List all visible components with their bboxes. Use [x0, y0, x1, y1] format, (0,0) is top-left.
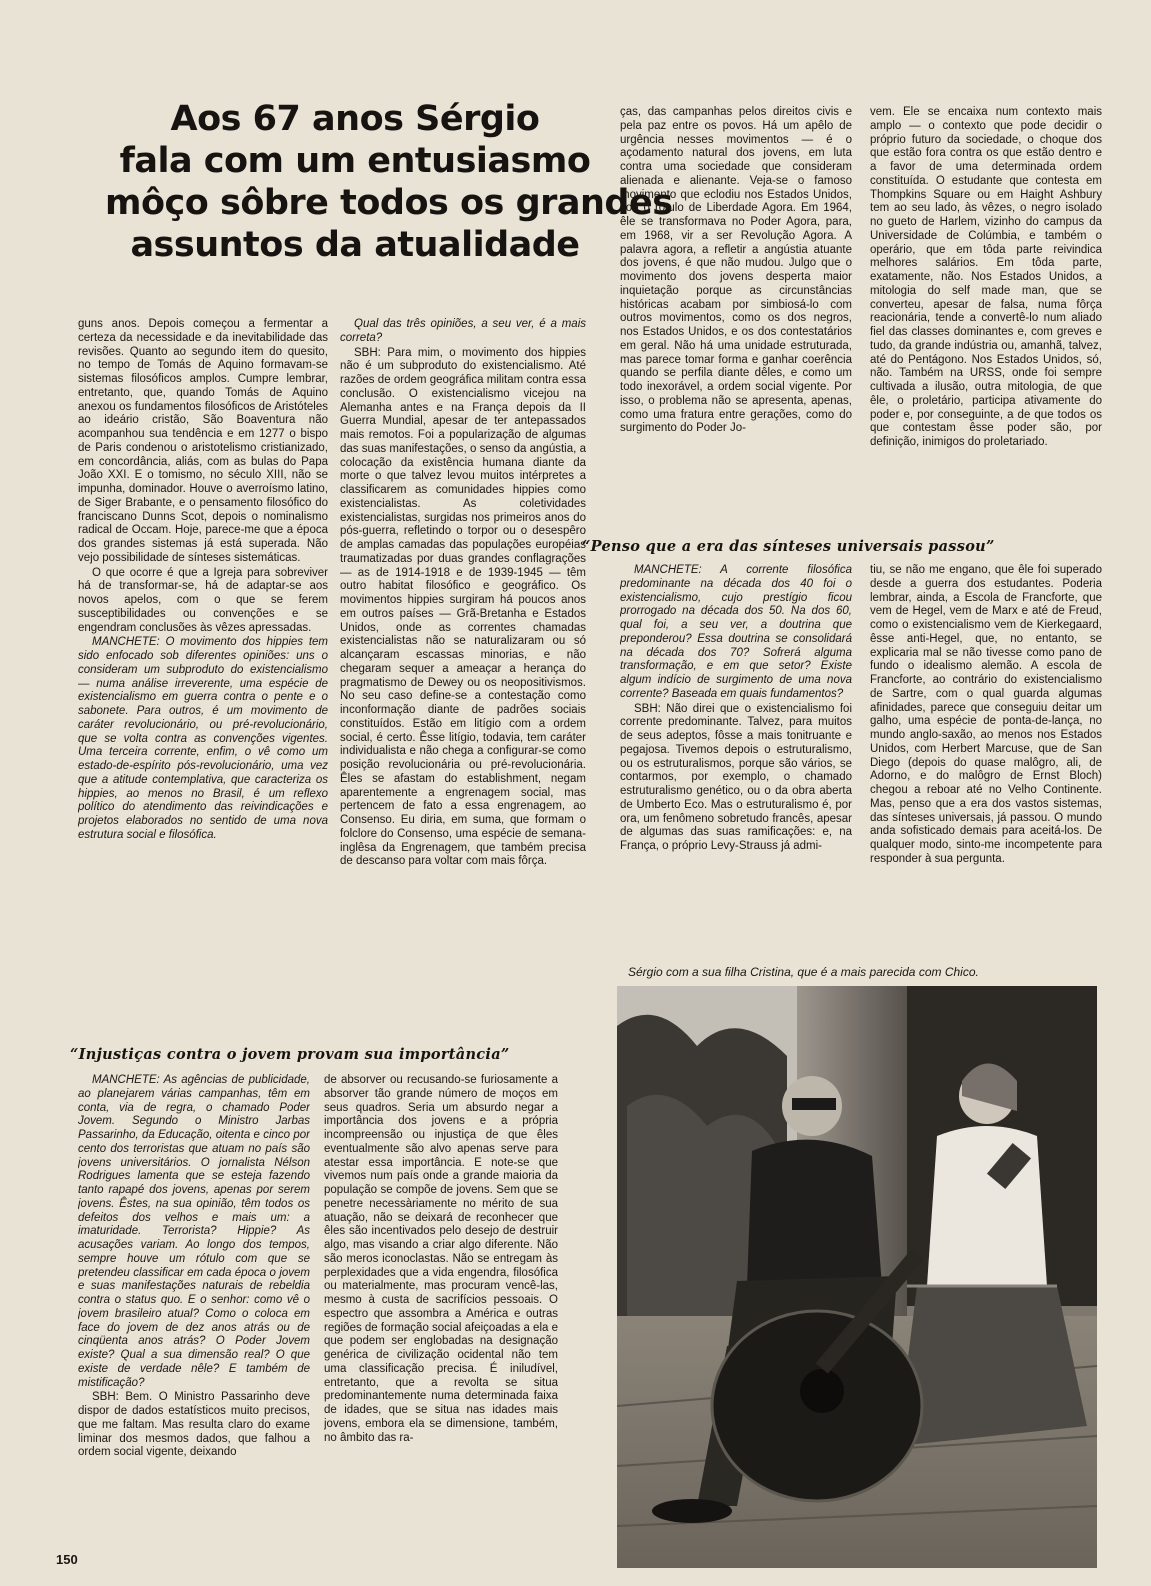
title-line: Aos 67 anos Sérgio [170, 99, 540, 139]
paragraph: MANCHETE: As agências de publicidade, ao planejarem várias campanhas, têm em conta, via de regra, o chamado Poder Jovem. Segundo o Ministro Jarbas Passarinho, da Educação, oitenta e cinco por cento dos terroristas que atuam no país são jovens universitários. O jornalista Nélson Rodrigues lamenta que se esteja fazendo tanto rapapé dos jovens, apenas por serem jovens. Êstes, na sua opinião, têm todos os defeitos dos velhos e mais um: a imaturidade. Terrorista? Hippie? As acusações variam. Ao longo dos tempos, sempre houve um rótulo com que se pretendeu classificar em cada época o jovem e suas manifestações naturais de rebeldia contra o status quo. E o senhor: como vê o jovem brasileiro atual? Como o coloca em face do jovem de dez anos atrás ou de cinqüenta anos atrás? O Poder Jovem existe? Qual a sua dimensão real? O que existe de verdade nêle? E também de mistificação? [78, 1074, 310, 1389]
text-column-4 [870, 106, 1102, 518]
paragraph: SBH: Bem. O Ministro Passarinho deve dispor de dados estatísticos muito precisos, que me faltam. Mas resulta claro do exame liminar dos mesmos dados, que falhou a ordem social vigente, deixando [78, 1391, 310, 1459]
text-column-3 [620, 106, 852, 518]
paragraph: MANCHETE: O movimento dos hippies tem sido enfocado sob diferentes opiniões: uns o consideram um subproduto do existencialismo — numa análise irreverente, uma espécie de existencialismo em guerra contra o pente e o sabonete. Para outros, é um movimento de caráter revolucionário, ou pré-revolucionário, que se volta contra as convenções vigentes. Uma terceira corrente, enfim, o vê como um estado-de-espírito pós-revolucionário, uma vez que a atitude contemplativa, que caracteriza os hippies, ao menos no Brasil, é um reflexo político do atendimento das reivindicações e projetos elaborados no sentido de uma nova estrutura social e filosófica. [78, 636, 328, 841]
paragraph: tiu, se não me engano, que êle foi superado desde a guerra dos estudantes. Poderia lembrar, ainda, a Escola de Francforte, que vem de Hegel, vem de Marx e até de Freud, como o existencialismo vem de Kierkegaard, êsse anti-Hegel, que, no entanto, se explicaria mal se não tivesse como pano de fundo o idealismo alemão. A escola de Francforte, ao contrário do existencialismo de Sartre, com o qual guarda algumas afinidades, parece que conseguiu deitar um galho, uma espécie de ponta-de-lança, no mundo anglo-saxão, ao menos nos Estados Unidos, com Herbert Marcuse, que de San Diego (depois do quase malôgro, ali, de Adorno, e do malôgro de Ernst Bloch) chegou a reboar até no Velho Continente. Mas, penso que a era dos vastos sistemas, das sínteses universais, já passou. O mundo anda sofisticado demais para aceitá-los. De qualquer modo, sinto-me incompetente para responder à sua pergunta. [870, 564, 1102, 865]
paragraph: Qual das três opiniões, a seu ver, é a mais correta? [340, 318, 586, 344]
paragraph: MANCHETE: A corrente filosófica predominante na década dos 40 foi o existencialismo, cujo prestígio ficou prorrogado na década dos 50. Na dos 60, qual foi, a seu ver, a doutrina que preponderou? Essa doutrina se consolidará na década dos 70? Sofrerá alguma transformação, e em que setor? Existe algum indício de surgimento de uma nova corrente? Baseada em quais fundamentos? [620, 564, 852, 700]
subheading-injusticas: “Injustiças contra o jovem provam sua importância” [70, 1046, 510, 1063]
paragraph: de absorver ou recusando-se furiosamente a absorver tão grande número de moços em seus quadros. Seria um absurdo negar a importância dos jovens e a própria incompreensão ou injustiça de que êles eventualmente são alvo apenas serve para atestar essa importância. E note-se que vivemos num país onde a grande maioria da população se compõe de jovens. Sem que se penetre necessàriamente no mérito de sua atuação, não se deixará de reconhecer que êles são incentivados pelo desejo de destruir algo, mas visando a criar algo diferente. Não são meros iconoclastas. Não se entregam às perplexidades que a vida engendra, filosófica ou materialmente, mas procuram vencê-las, mesmo à custa de sacrifícios pessoais. O espectro que assombra a América e outras regiões de formação social afeiçoadas a ela e que podem ser englobadas na designação genérica de civilização ocidental não tem uma classificação precisa. É iniludível, entretanto, que a revolta se situa predominantemente numa determinada faixa de idades, que se situa nas idades mais jovens, embora ela se dimensione, também, no âmbito das ra- [324, 1074, 558, 1444]
paragraph: ças, das campanhas pelos direitos civis e pela paz entre os povos. Há um apêlo de urgência nesses movimentos — é o açodamento natural dos jovens, em luta contra uma sociedade que consideram alienada e alienante. Veja-se o famoso movimento que eclodiu nos Estados Unidos, sob o rótulo de Liberdade Agora. Em 1964, êle se transformava no Poder Agora, para, em 1968, vir a ser Revolução Agora. A palavra agora, a refletir a angústia atuante dos jovens, é que não mudou. Julgo que o movimento dos jovens desperta maior inquietação porque as circunstâncias históricas acabam por simbiosá-lo com outros movimentos, como os dos negros, nos Estados Unidos, e os dos contestatários em geral. Não há uma unidade estruturada, mas parece tomar forma e ganhar coerência quando se perfila diante dêles, e como um todo inexorável, a ordem social vigente. Por isso, o problema não se apresenta, apenas, como uma fratura entre gerações, como do surgimento do Poder Jo- [620, 106, 852, 435]
paragraph: vem. Êle se encaixa num contexto mais amplo — o contexto que pode decidir o próprio futuro da sociedade, o choque dos que estão fora contra os que estão dentro e a favor de uma determinada ordem constituída. O estudante que contesta em Thompkins Square ou em Haight Ashbury tem ao seu lado, às vêzes, o negro isolado no gueto de Harlem, vizinho do campus da Universidade de Colúmbia, e também o operário, que em tôda parte reivindica melhores salários. Em tôda parte, exatamente, não. Nos Estados Unidos, a mitologia do self made man, que se converteu, apesar de falsa, numa fôrça reacionária, tende a convertê-lo num aliado fiel das classes dominantes e, com greves e tudo, da grande indústria ou, amanhã, talvez, até do Pentágono. Nos Estados Unidos, só, não. Também na URSS, onde foi sempre cultivada a ilusão, outra mitologia, de que êle, o proletário, participa ativamente do poder e, por conseguinte, a de que todos os que contestam êsse poder são, por definição, inimigos do proletariado. [870, 106, 1102, 448]
article-title [105, 98, 673, 266]
paragraph: O que ocorre é que a Igreja para sobreviver há de transformar-se, há de adaptar-se aos novos apelos, com o que se ferem susceptibilidades ou convenções e se engendram conclusões às vêzes apressadas. [78, 566, 328, 634]
text-column-1 [78, 318, 328, 1040]
photo-illustration [617, 986, 1097, 1568]
title-line: assuntos da atualidade [130, 225, 580, 265]
subheading-sinteses: “Penso que a era das sínteses universais passou” [582, 538, 995, 555]
paragraph: guns anos. Depois começou a fermentar a certeza da necessidade e da inevitabilidade das revisões. Quanto ao segundo item do quesito, no tempo de Tomás de Aquino formavam-se sistemas filosóficos amplos. Cumpre lembrar, entretanto, que, quando Tomás de Aquino anexou os fundamentos filosóficos de Aristóteles ao ideário cristão, São Boaventura não acompanhou sua tendência e em 1277 o bispo de Paris condenou o aristotelismo cristianizado, em concordância, aliás, com as bulas do Papa João XXI. E o tomismo, no século XIII, não se impunha, dominador. Houve o averroísmo latino, de Siger Brabante, e o pensamento filosófico do franciscano Dunns Scot, depois o nominalismo radical de Occam. Hoje, parece-me que a época dos grandes sistemas já está superada. Não vejo possibilidade de sínteses sistemáticas. [78, 318, 328, 564]
text-column-2 [340, 318, 586, 1040]
text-column-5 [620, 564, 852, 946]
page-number: 150 [56, 1552, 78, 1567]
text-column-8 [324, 1074, 558, 1542]
title-line: môço sôbre todos os grandes [105, 183, 673, 223]
paragraph: SBH: Para mim, o movimento dos hippies não é um subproduto do existencialismo. Até razões de ordem geográfica militam contra essa conclusão. O existencialismo vicejou na Alemanha antes e na França depois da II Guerra Mundial, apesar de ter antepassados mais remotos. Foi a popularização de algumas das suas manifestações, o senso da angústia, a colocação da existência humana diante da morte o que talvez levou muitos intérpretes a classificarem as comunidades hippies como existencialistas. As coletividades existencialistas, surgidas nos primeiros anos do pós-guerra, refletindo o torpor ou o desespêro de amplas camadas das populações européias traumatizadas por duas grandes conflagrações — as de 1914-1918 e de 1939-1945 — têm outro habitat filosófico e geográfico. Os movimentos hippies surgiram há poucos anos em outros países — Grã-Bretanha e Estados Unidos, onde as correntes chamadas existencialistas não se naturalizaram ou só alcançaram escassas minorias, e não chegaram sequer a ameaçar a herança do pragmatismo de Dewey ou os neopositivismos. No seu caso define-se a contestação como inconformação diante de padrões sociais constituídos. Estão em litígio com a ordem social, é certo. Êsse litígio, todavia, tem caráter individualista e não chega a configurar-se como posição revolucionária ou pré-revolucionária. Êles se afastam do establishment, negam aparentemente a engrenagem social, mas pertencem de fato a essa engrenagem, ao Consenso. Eu diria, em suma, que formam o folclore do Consenso, uma espécie de semana-inglêsa da Engrenagem, que também precisa de descanso para voltar com mais fôrça. [340, 346, 586, 868]
title-line: fala com um entusiasmo [119, 141, 591, 181]
text-column-7 [78, 1074, 310, 1542]
paragraph: SBH: Não direi que o existencialismo foi corrente predominante. Talvez, para muitos de seus adeptos, fôsse a mais tonitruante e pegajosa. Tivemos depois o estruturalismo, ou os estruturalismos, porque são vários, se contarmos, por exemplo, o chamado estruturalismo genético, ou o da obra aberta de Umberto Eco. Mas o estruturalismo é, por ora, um fenômeno sobretudo francês, apesar de algumas das suas ramificações: e, na França, o próprio Levy-Strauss já admi- [620, 702, 852, 852]
text-column-6 [870, 564, 1102, 946]
photo-caption: Sérgio com a sua filha Cristina, que é a mais parecida com Chico. [628, 965, 979, 979]
photo-sergio-and-daughter [617, 986, 1097, 1568]
